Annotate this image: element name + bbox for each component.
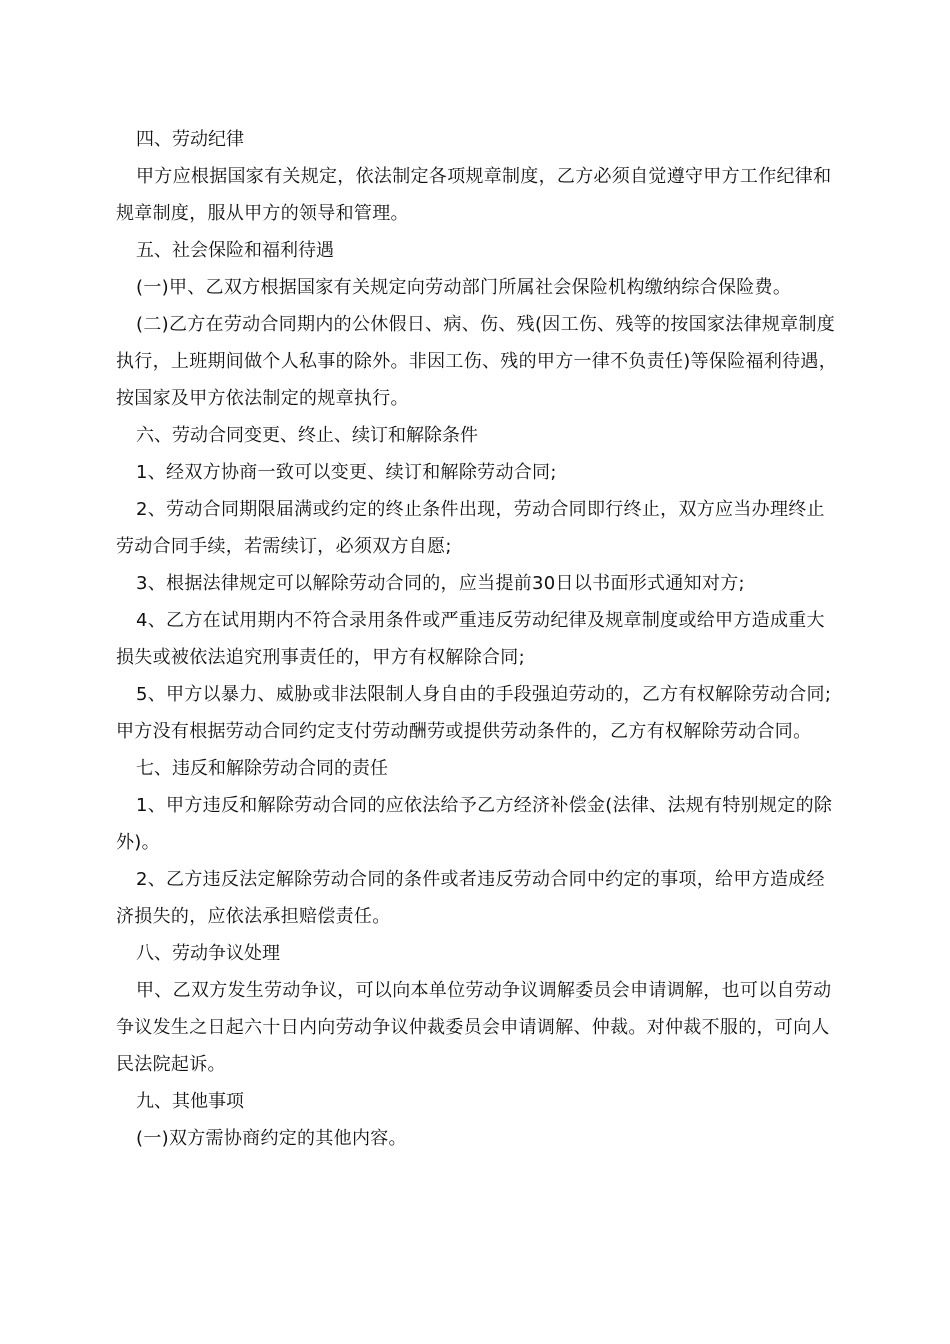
section-heading-contract-changes: 六、劳动合同变更、终止、续订和解除条件 [136,425,478,446]
section-heading-social-insurance: 五、社会保险和福利待遇 [136,240,334,261]
paragraph-other-item-1: (一)双方需协商约定的其他内容。 [136,1128,407,1149]
paragraph-contract-item-1: 1、经双方协商一致可以变更、续订和解除劳动合同; [136,462,557,483]
paragraph-contract-item-3: 3、根据法律规定可以解除劳动合同的，应当提前30日以书面形式通知对方; [136,573,745,594]
section-heading-dispute: 八、劳动争议处理 [136,943,280,964]
paragraph-insurance-item-1: (一)甲、乙双方根据国家有关规定向劳动部门所属社会保险机构缴纳综合保险费。 [136,277,792,298]
paragraph-contract-item-2: 2、劳动合同期限届满或约定的终止条件出现，劳动合同即行终止，双方应当办理终止劳动合同手续，若需续订，必须双方自愿; [116,499,825,557]
paragraph-contract-item-5: 5、甲方以暴力、威胁或非法限制人身自由的手段强迫劳动的，乙方有权解除劳动合同;甲方没有根据劳动合同约定支付劳动酬劳或提供劳动条件的，乙方有权解除劳动合同。 [116,684,832,742]
paragraph-liability-item-1: 1、甲方违反和解除劳动合同的应依法给予乙方经济补偿金(法律、法规有特别规定的除外)。 [116,795,833,853]
section-heading-liability: 七、违反和解除劳动合同的责任 [136,758,388,779]
document-body [116,121,838,1157]
paragraph-insurance-item-2: (二)乙方在劳动合同期内的公休假日、病、伤、残(因工伤、残等的按国家法律规章制度执行，上班期间做个人私事的除外。非因工伤、残的甲方一律不负责任)等保险福利待遇，按国家及甲方依法制定的规章执行。 [116,314,838,409]
paragraph-dispute: 甲、乙双方发生劳动争议，可以向本单位劳动争议调解委员会申请调解，也可以自劳动争议发生之日起六十日内向劳动争议仲裁委员会申请调解、仲裁。对仲裁不服的，可向人民法院起诉。 [116,980,832,1075]
section-heading-labor-discipline: 四、劳动纪律 [136,129,244,150]
paragraph-labor-discipline: 甲方应根据国家有关规定，依法制定各项规章制度，乙方必须自觉遵守甲方工作纪律和规章制度，服从甲方的领导和管理。 [116,166,832,224]
section-heading-other-matters: 九、其他事项 [136,1091,244,1112]
paragraph-contract-item-4: 4、乙方在试用期内不符合录用条件或严重违反劳动纪律及规章制度或给甲方造成重大损失或被依法追究刑事责任的，甲方有权解除合同; [116,610,825,668]
paragraph-liability-item-2: 2、乙方违反法定解除劳动合同的条件或者违反劳动合同中约定的事项，给甲方造成经济损失的，应依法承担赔偿责任。 [116,869,825,927]
